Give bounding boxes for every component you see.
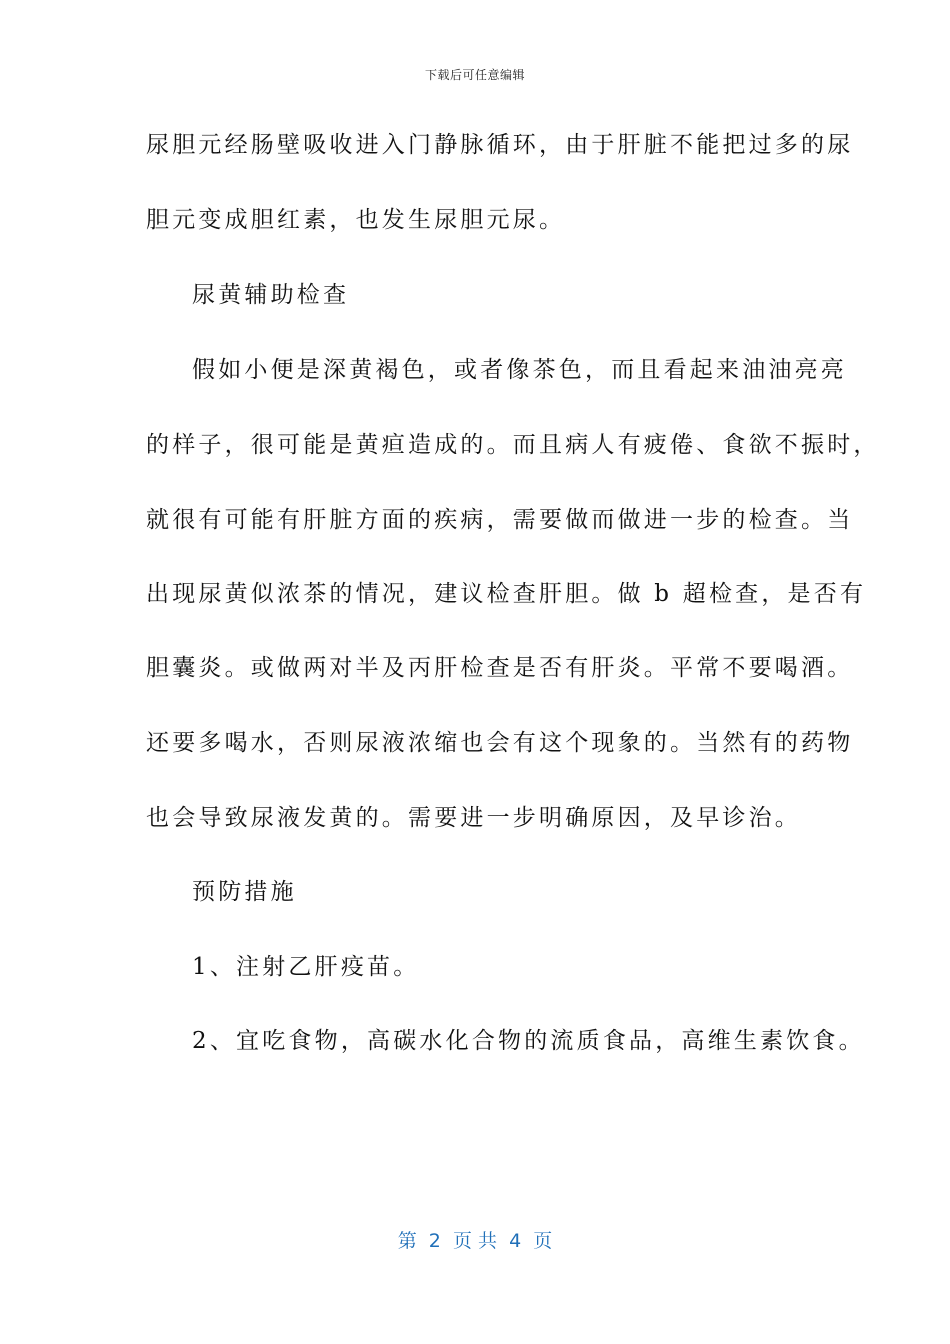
section-heading-prevention: 预防措施 [192, 879, 297, 905]
paragraph-line: 出现尿黄似浓茶的情况，建议检查肝胆。做 b 超检查，是否有 [146, 581, 867, 607]
paragraph-line: 的样子，很可能是黄疸造成的。而且病人有疲倦、食欲不振时， [146, 432, 880, 458]
paragraph-line: 假如小便是深黄褐色，或者像茶色，而且看起来油油亮亮 [192, 357, 847, 383]
page-header: 下载后可任意编辑 [424, 68, 525, 82]
paragraph-line: 就很有可能有肝脏方面的疾病，需要做而做进一步的检查。当 [146, 507, 854, 533]
paragraph-line: 尿胆元经肠壁吸收进入门静脉循环，由于肝脏不能把过多的尿 [146, 132, 854, 158]
paragraph-line: 还要多喝水，否则尿液浓缩也会有这个现象的。当然有的药物 [146, 730, 854, 756]
list-item: 1、注射乙肝疫苗。 [192, 954, 420, 980]
list-item: 2、宜吃食物，高碳水化合物的流质食品，高维生素饮食。 [192, 1028, 865, 1054]
paragraph-line: 胆囊炎。或做两对半及丙肝检查是否有肝炎。平常不要喝酒。 [146, 655, 854, 681]
paragraph-line: 也会导致尿液发黄的。需要进一步明确原因，及早诊治。 [146, 805, 801, 831]
paragraph-line: 胆元变成胆红素，也发生尿胆元尿。 [146, 207, 566, 233]
page-number-footer: 第 2 页 共 4 页 [397, 1230, 553, 1252]
section-heading-urine-yellow-check: 尿黄辅助检查 [192, 282, 350, 308]
